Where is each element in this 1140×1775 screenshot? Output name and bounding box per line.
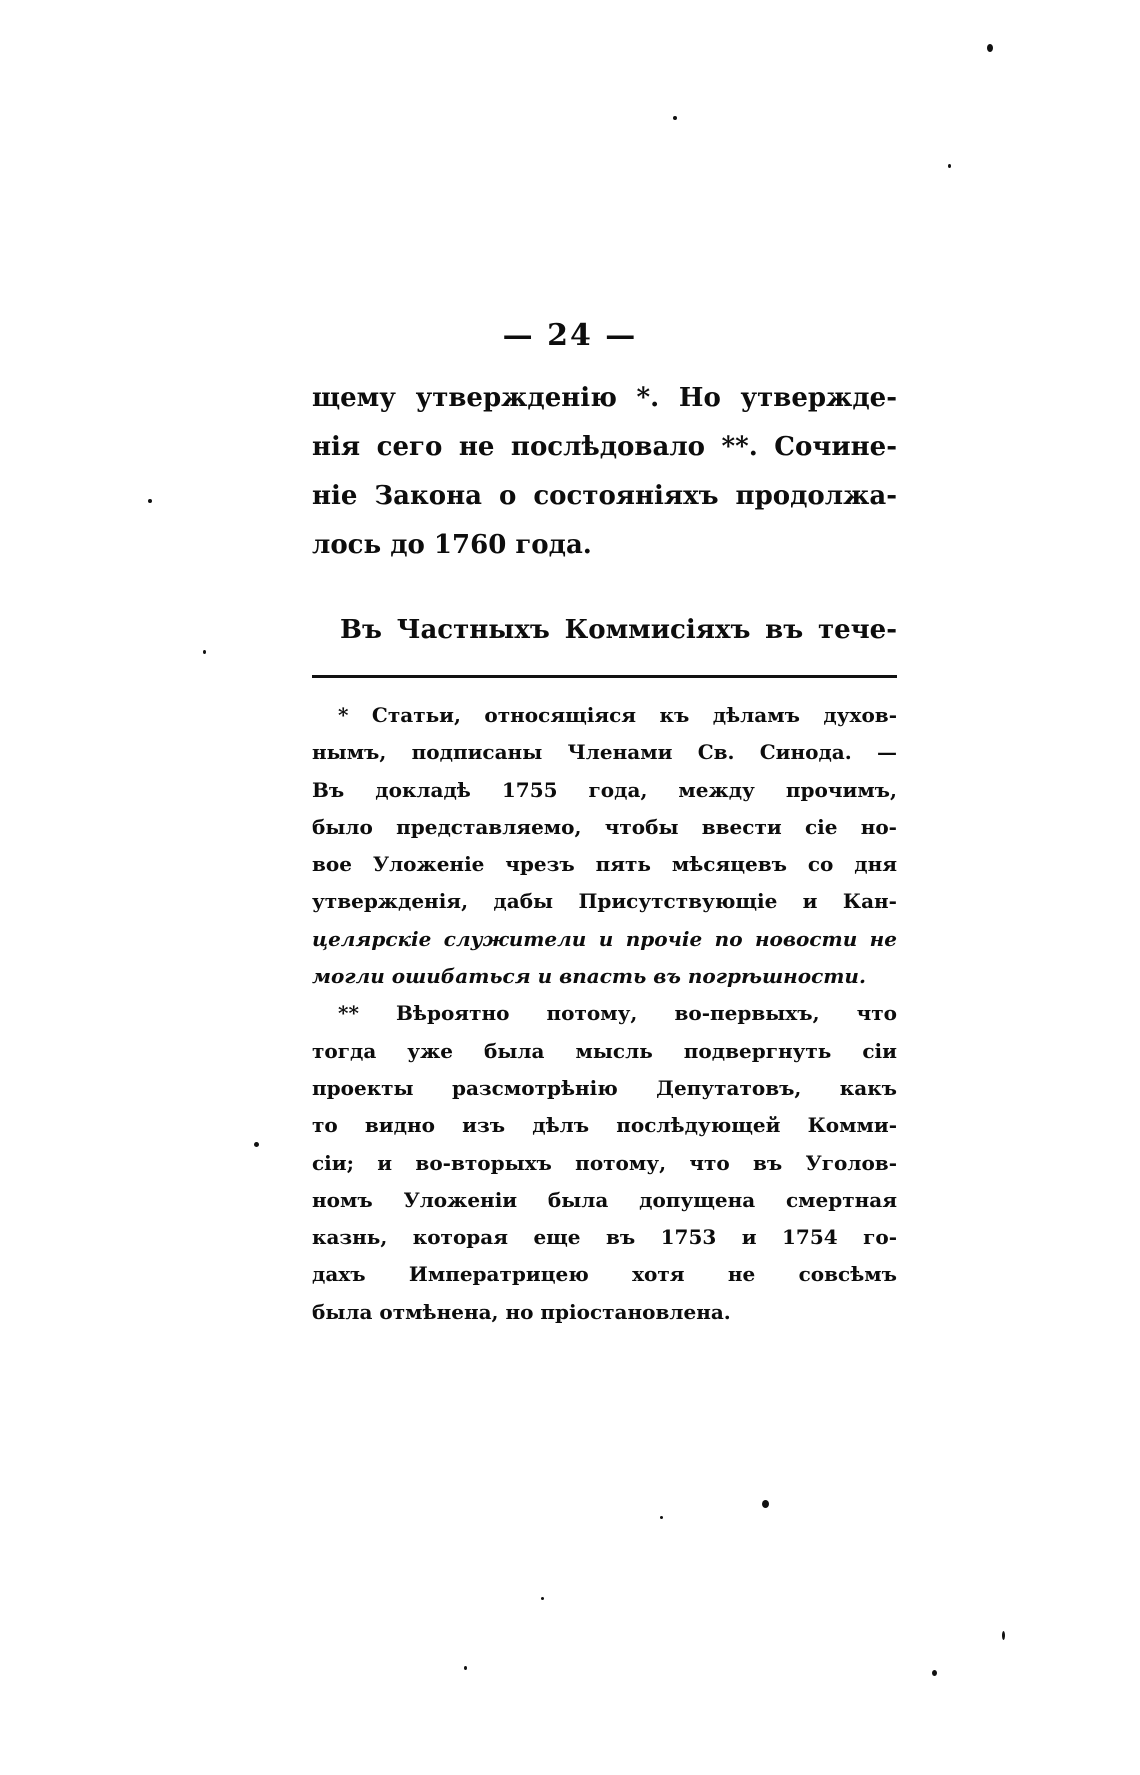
scan-speck	[203, 650, 206, 654]
footnote-line: могли ошибаться и впасть въ погрѣшности.	[312, 964, 866, 989]
scan-speck	[762, 1500, 769, 1508]
footnotes	[312, 697, 897, 1331]
footnote-line: тогда уже была мысль подвергнуть сіи	[312, 1038, 897, 1063]
scan-speck	[660, 1516, 663, 1519]
scan-speck	[1002, 1631, 1005, 1640]
text-line: ніе Закона о состояніяхъ продолжа-	[312, 481, 897, 511]
footnote-2	[312, 995, 897, 1331]
scan-speck	[541, 1597, 544, 1600]
scan-speck	[464, 1666, 467, 1670]
text-line: щему утвержденію *. Но утвержде-	[312, 383, 897, 413]
text-line: лось до 1760 года.	[312, 530, 592, 560]
scan-speck	[254, 1142, 259, 1147]
scan-speck	[932, 1670, 937, 1676]
footnote-line: Въ докладѣ 1755 года, между прочимъ,	[312, 777, 897, 802]
main-paragraph-1	[312, 374, 897, 570]
scan-speck	[948, 164, 951, 168]
main-paragraph-2	[312, 606, 897, 655]
footnote-line: проекты разсмотрѣнію Депутатовъ, какъ	[312, 1075, 897, 1100]
footnote-line: то видно изъ дѣлъ послѣдующей Комми-	[312, 1113, 897, 1138]
scan-speck	[673, 116, 677, 120]
text-line: Въ Частныхъ Коммисіяхъ въ тече-	[340, 615, 897, 645]
footnote-line: ** Вѣроятно потому, во-первыхъ, что	[338, 1001, 897, 1026]
page-number: — 24 —	[502, 318, 638, 353]
footnote-line: утвержденія, дабы Присутствующіе и Кан-	[312, 889, 897, 914]
footnote-line: было представляемо, чтобы ввести сіе но-	[312, 814, 897, 839]
scan-speck	[987, 44, 993, 52]
text-line: нія сего не послѣдовало **. Сочине-	[312, 432, 897, 462]
footnote-1	[312, 697, 897, 995]
footnote-line: номъ Уложеніи была допущена смертная	[312, 1187, 897, 1212]
footnote-line: нымъ, подписаны Членами Св. Синода. —	[312, 740, 897, 765]
footnote-line: дахъ Императрицею хотя не совсѣмъ	[312, 1262, 897, 1287]
footnote-line: была отмѣнена, но пріостановлена.	[312, 1299, 731, 1324]
footnote-divider	[312, 675, 897, 678]
footnote-line: вое Уложеніе чрезъ пять мѣсяцевъ со дня	[312, 852, 897, 877]
scan-speck	[148, 499, 152, 503]
footnote-line: казнь, которая еще въ 1753 и 1754 го-	[312, 1225, 897, 1250]
footnote-line: сіи; и во-вторыхъ потому, что въ Уголов-	[312, 1150, 897, 1175]
footnote-line: целярскіе служители и прочіе по новости не	[312, 926, 897, 951]
footnote-line: * Статьи, относящіяся къ дѣламъ духов-	[338, 703, 897, 727]
